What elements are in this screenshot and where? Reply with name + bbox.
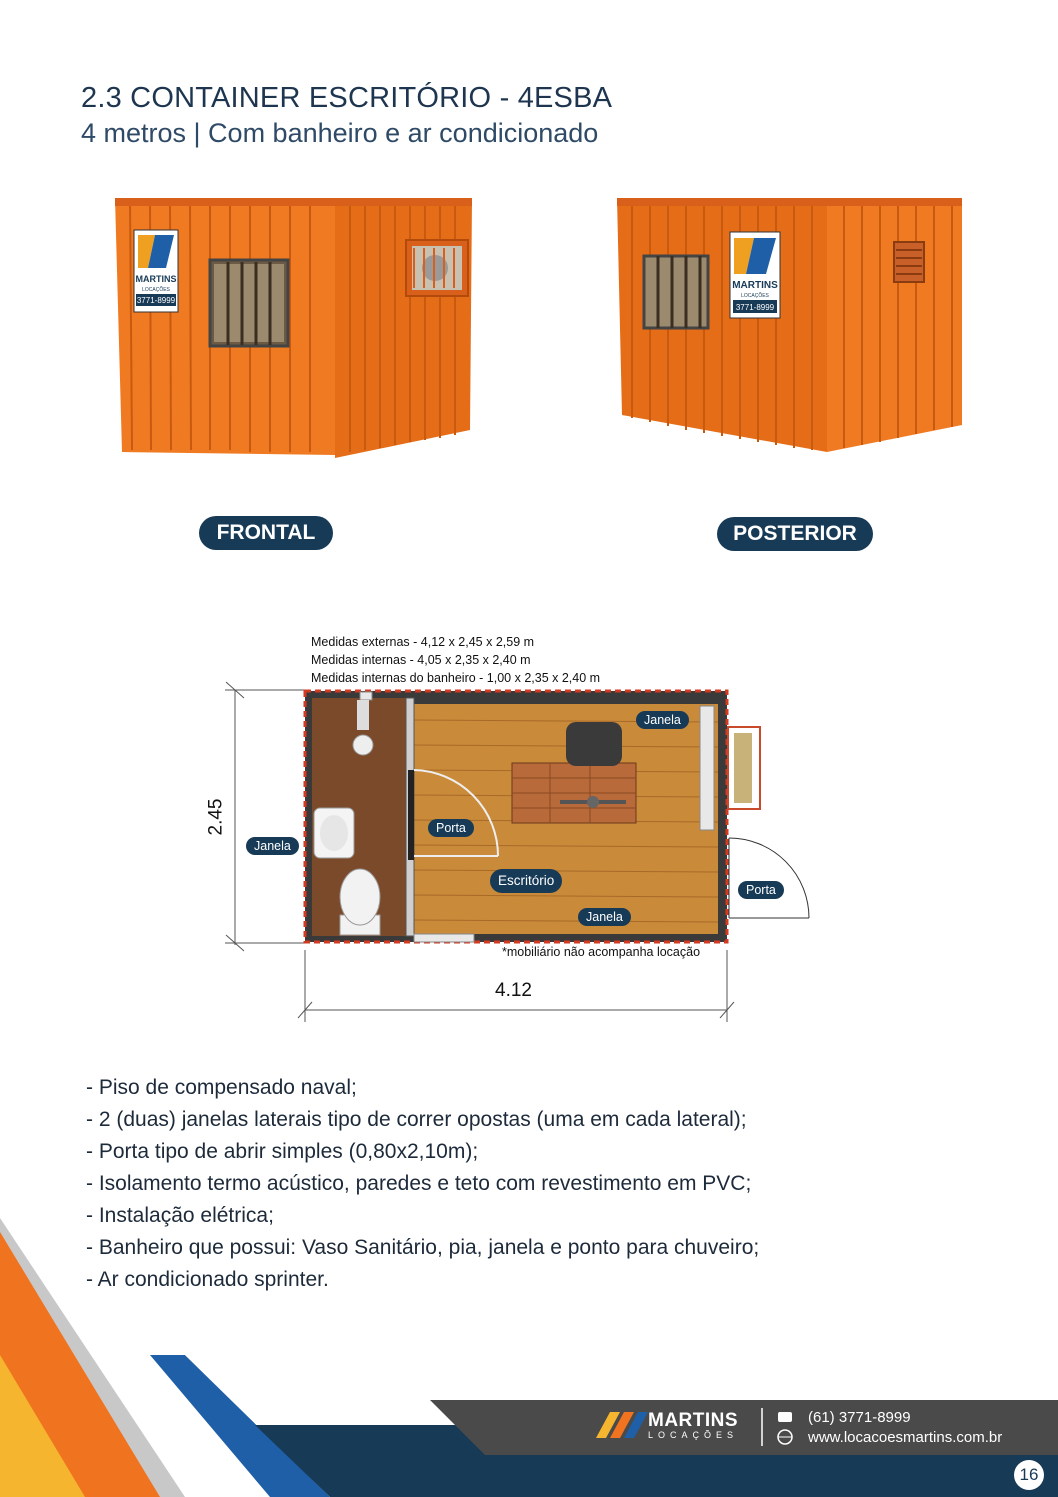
label-janela-top: Janela [636, 711, 689, 729]
feature-item: - Banheiro que possui: Vaso Sanitário, pia, janela e ponto para chuveiro; [86, 1236, 760, 1259]
label-porta-inner: Porta [428, 819, 474, 837]
sign-phone: 3771-8999 [136, 296, 176, 305]
label-janela-left: Janela [246, 837, 299, 855]
page-number: 16 [1014, 1460, 1044, 1490]
sign-brand-posterior: MARTINS [732, 280, 778, 291]
furniture-note: *mobiliário não acompanha locação [502, 945, 701, 959]
posterior-label: POSTERIOR [717, 517, 873, 551]
label-janela-bottom: Janela [578, 908, 631, 926]
label-escritorio: Escritório [490, 869, 562, 893]
label-porta-outer: Porta [738, 881, 784, 899]
sign-sub: LOCAÇÕES [142, 287, 170, 293]
sign-brand: MARTINS [135, 274, 177, 284]
container-frontal-image [110, 190, 480, 465]
height-dimension: 2.45 [205, 798, 227, 836]
width-dimension: 4.12 [495, 980, 532, 1001]
feature-item: - 2 (duas) janelas laterais tipo de correr opostas (uma em cada lateral); [86, 1108, 747, 1131]
footer-brand: MARTINS [648, 1410, 739, 1431]
page-title: 2.3 CONTAINER ESCRITÓRIO - 4ESBA [81, 82, 613, 114]
footer-decoration [0, 1200, 1058, 1497]
floor-plan-drawing [215, 675, 815, 1030]
footer-brand-sub: LOCAÇÕES [648, 1430, 739, 1440]
feature-item: - Porta tipo de abrir simples (0,80x2,10m); [86, 1140, 479, 1163]
measure-external: Medidas externas - 4,12 x 2,45 x 2,59 m [311, 635, 535, 649]
feature-item: - Ar condicionado sprinter. [86, 1268, 329, 1291]
feature-item: - Instalação elétrica; [86, 1204, 274, 1227]
page-subtitle: 4 metros | Com banheiro e ar condicionado [81, 118, 599, 148]
measure-internal: Medidas internas - 4,05 x 2,35 x 2,40 m [311, 653, 531, 667]
feature-item: - Isolamento termo acústico, paredes e teto com revestimento em PVC; [86, 1172, 752, 1195]
feature-item: - Piso de compensado naval; [86, 1076, 357, 1099]
sign-sub-posterior: LOCAÇÕES [741, 293, 769, 299]
container-posterior-image [612, 190, 967, 455]
frontal-label: FRONTAL [199, 516, 333, 550]
footer-website[interactable]: www.locacoesmartins.com.br [808, 1429, 1003, 1446]
footer-phone: (61) 3771-8999 [808, 1409, 911, 1426]
sign-phone-posterior: 3771-8999 [735, 303, 775, 312]
phone-icon [778, 1412, 792, 1422]
measure-bathroom: Medidas internas do banheiro - 1,00 x 2,35 x 2,40 m [311, 671, 601, 685]
